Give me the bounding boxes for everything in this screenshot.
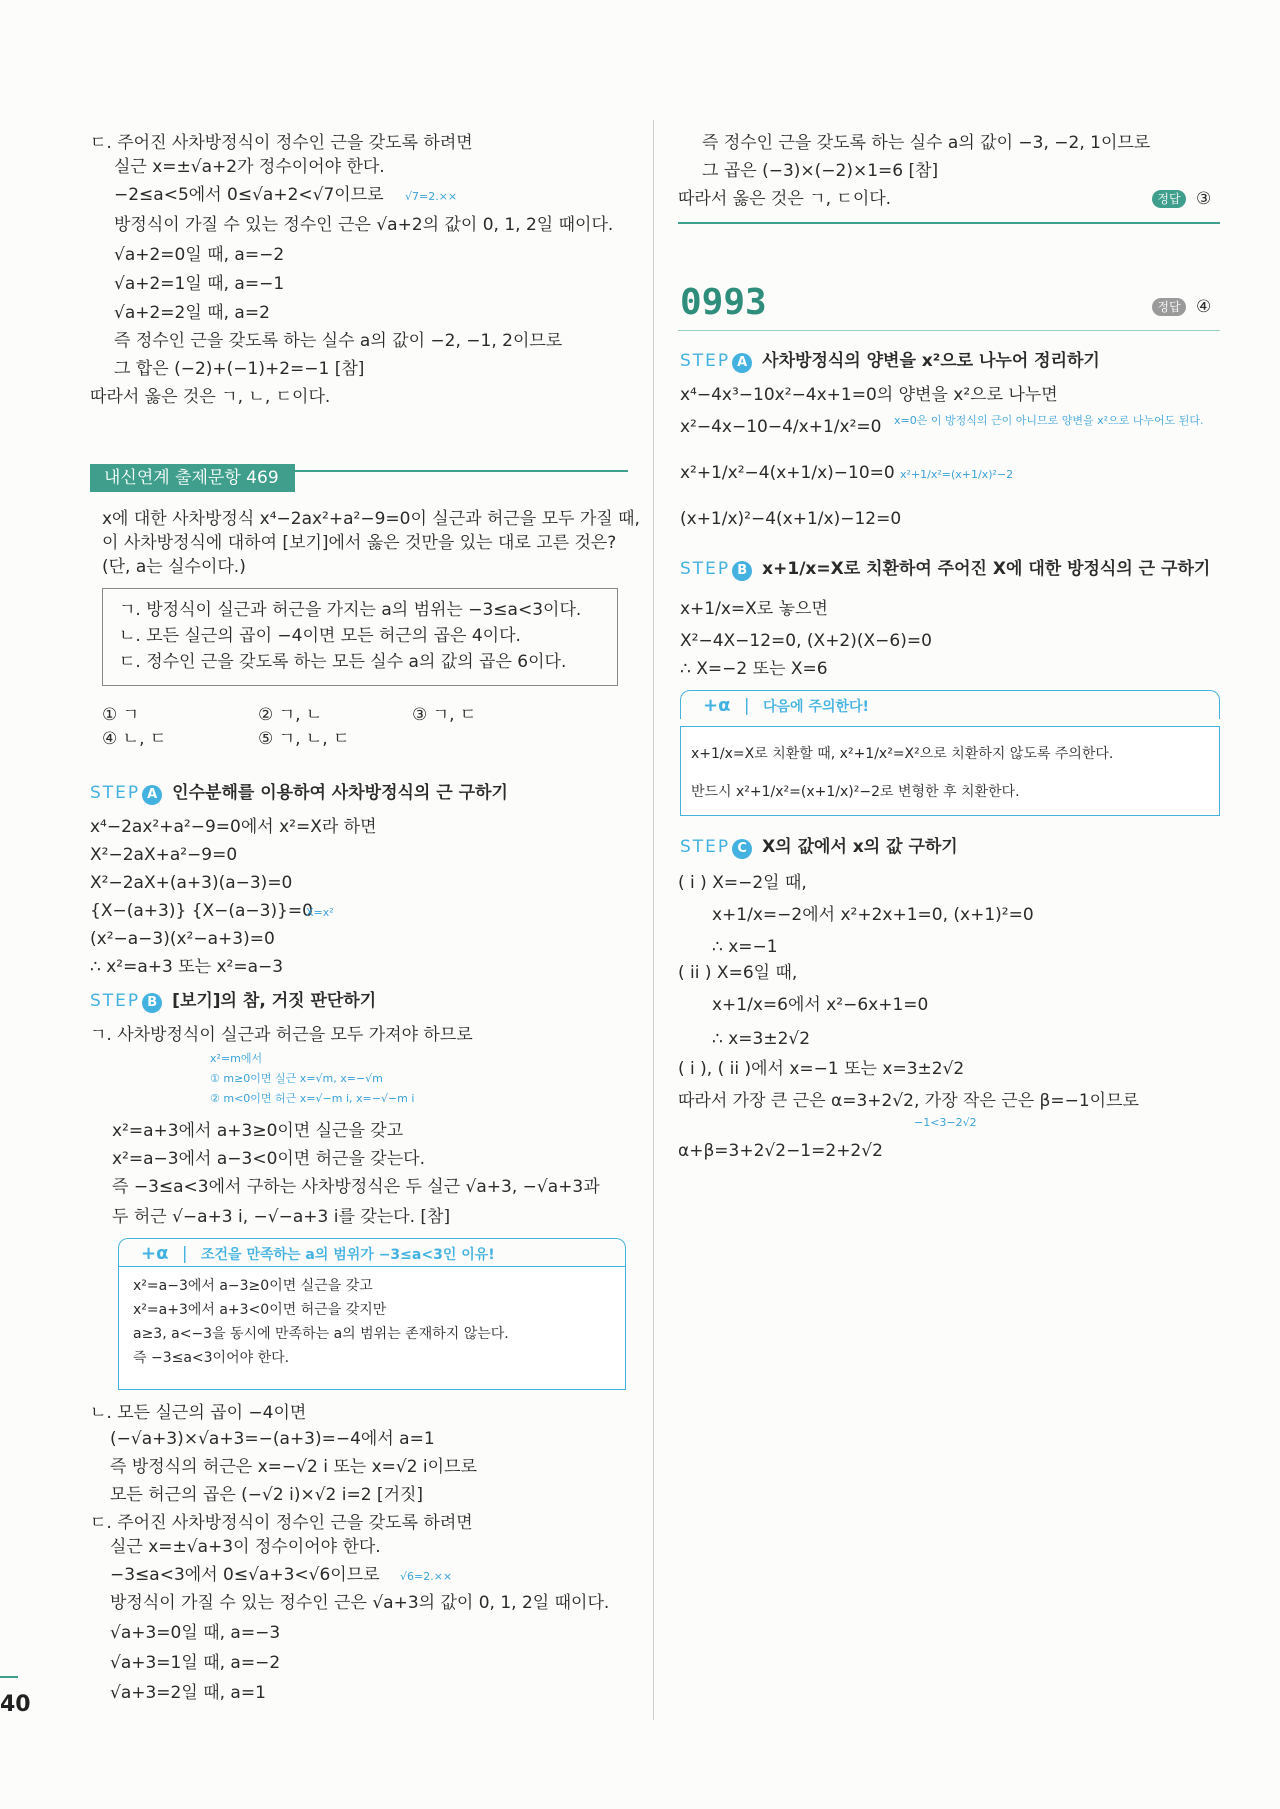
plus-alpha-icon: +α xyxy=(703,695,731,716)
math-line: X²−2aX+(a+3)(a−3)=0 xyxy=(90,873,293,893)
bogi-item: ㄷ. 정수인 근을 갖도록 하는 모든 실수 a의 값의 곱은 6이다. xyxy=(119,652,567,672)
text-line: 실근 x=±√a+2가 정수이어야 한다. xyxy=(114,157,385,177)
text-line: x²=a−3에서 a−3<0이면 허근을 갖는다. xyxy=(112,1149,425,1169)
margin-note: x²+1/x²=(x+1/x)²−2 xyxy=(900,468,1014,481)
answer-badge: 정답 xyxy=(1152,298,1186,316)
page-number: 40 xyxy=(0,1692,31,1717)
page-edge-mark xyxy=(0,1676,18,1678)
bogi-item: ㄱ. 방정식이 실근과 허근을 가지는 a의 범위는 −3≤a<3이다. xyxy=(119,600,582,620)
math-line: ( i ), ( ii )에서 x=−1 또는 x=3±2√2 xyxy=(678,1059,965,1079)
text-line: √a+3=0일 때, a=−3 xyxy=(110,1623,281,1643)
tip-header: +α | 조건을 만족하는 a의 범위가 −3≤a<3인 이유! xyxy=(118,1238,626,1267)
math-line: x²+1/x²−4(x+1/x)−10=0 xyxy=(680,463,895,483)
math-line: x⁴−4x³−10x²−4x+1=0의 양변을 x²으로 나누면 xyxy=(680,385,1058,405)
question-line: 이 사차방정식에 대하여 [보기]에서 옳은 것만을 있는 대로 고른 것은? xyxy=(102,533,617,553)
problem-number: 0993 xyxy=(680,282,767,323)
tip-header: +α | 다음에 주의한다! xyxy=(680,690,1220,719)
choice[interactable]: ② ㄱ, ㄴ xyxy=(258,705,323,725)
bogi-item: ㄴ. 모든 실근의 곱이 −4이면 모든 허근의 곱은 4이다. xyxy=(119,626,521,646)
math-line: X²−2aX+a²−9=0 xyxy=(90,845,238,865)
tip-line: x²=a−3에서 a−3≥0이면 실근을 갖고 xyxy=(133,1278,373,1294)
text-line: x²=a+3에서 a+3≥0이면 실근을 갖고 xyxy=(112,1121,404,1141)
text-line: 즉 정수인 근을 갖도록 하는 실수 a의 값이 −2, −1, 2이므로 xyxy=(114,331,563,351)
tip-line: a≥3, a<−3을 동시에 만족하는 a의 범위는 존재하지 않는다. xyxy=(133,1326,509,1342)
text-line: 모든 허근의 곱은 (−√2 i)×√2 i=2 [거짓] xyxy=(110,1485,424,1505)
math-line: ∴ x=−1 xyxy=(712,937,778,957)
linked-problem-banner xyxy=(90,464,628,494)
tip-line: x+1/x=X로 치환할 때, x²+1/x²=X²으로 치환하지 않도록 주의한다. xyxy=(691,746,1114,762)
section-rule xyxy=(678,222,1220,224)
math-line: x⁴−2ax²+a²−9=0에서 x²=X라 하면 xyxy=(90,817,377,837)
text-line: −3≤a<3에서 0≤√a+3<√6이므로 xyxy=(110,1565,380,1585)
section-rule xyxy=(678,330,1220,331)
math-line: ∴ x=3±2√2 xyxy=(712,1029,811,1049)
banner-label: 내신연계 출제문항 469 xyxy=(90,464,295,492)
text-line: 두 허근 √−a+3 i, −√−a+3 i를 갖는다. [참] xyxy=(112,1207,451,1227)
text-line: √a+3=1일 때, a=−2 xyxy=(110,1653,281,1673)
text-line: 실근 x=±√a+3이 정수이어야 한다. xyxy=(110,1537,381,1557)
step-a-heading: STEP A 인수분해를 이용하여 사차방정식의 근 구하기 xyxy=(90,783,508,803)
tip-line: x²=a+3에서 a+3<0이면 허근을 갖지만 xyxy=(133,1302,387,1318)
choice[interactable]: ⑤ ㄱ, ㄴ, ㄷ xyxy=(258,729,350,749)
math-line: (x²−a−3)(x²−a+3)=0 xyxy=(90,929,275,949)
step-b-heading: STEP B x+1/x=X로 치환하여 주어진 X에 대한 방정식의 근 구하기 xyxy=(680,559,1211,579)
margin-note: √7=2.×× xyxy=(405,190,458,203)
margin-note: ① m≥0이면 실근 x=√m, x=−√m xyxy=(210,1072,383,1085)
text-line: 따라서 옳은 것은 ㄱ, ㄴ, ㄷ이다. xyxy=(90,387,331,407)
text-line: 방정식이 가질 수 있는 정수인 근은 √a+2의 값이 0, 1, 2일 때이다. xyxy=(114,215,614,235)
text-line: 따라서 옳은 것은 ㄱ, ㄷ이다. xyxy=(678,189,892,209)
text-line: 그 합은 (−2)+(−1)+2=−1 [참] xyxy=(114,359,365,379)
question-line: (단, a는 실수이다.) xyxy=(102,557,246,577)
math-line: ( i ) X=−2일 때, xyxy=(678,873,807,893)
margin-note: X=x² xyxy=(306,906,334,919)
margin-note: √6=2.×× xyxy=(400,1570,453,1583)
text-line: −2≤a<5에서 0≤√a+2<√7이므로 xyxy=(114,185,384,205)
tip-box xyxy=(680,726,1220,816)
math-line: {X−(a+3)} {X−(a−3)}=0 xyxy=(90,901,313,921)
text-line: √a+3=2일 때, a=1 xyxy=(110,1683,266,1703)
text-line: ㄱ. 사차방정식이 실근과 허근을 모두 가져야 하므로 xyxy=(90,1025,473,1045)
math-line: x+1/x=−2에서 x²+2x+1=0, (x+1)²=0 xyxy=(712,905,1034,925)
text-line: 방정식이 가질 수 있는 정수인 근은 √a+3의 값이 0, 1, 2일 때이다. xyxy=(110,1593,610,1613)
answer-badge: 정답 xyxy=(1152,190,1186,208)
tip-line: 반드시 x²+1/x²=(x+1/x)²−2로 변형한 후 치환한다. xyxy=(691,784,1020,800)
text-line: ㄴ. 모든 실근의 곱이 −4이면 xyxy=(90,1403,307,1423)
math-line: ∴ x²=a+3 또는 x²=a−3 xyxy=(90,957,284,977)
text-line: ㄷ. 주어진 사차방정식이 정수인 근을 갖도록 하려면 xyxy=(90,133,473,153)
text-line: √a+2=1일 때, a=−1 xyxy=(114,274,285,294)
answer-value: ④ xyxy=(1196,297,1212,317)
math-line: α+β=3+2√2−1=2+2√2 xyxy=(678,1141,883,1161)
step-a-heading: STEP A 사차방정식의 양변을 x²으로 나누어 정리하기 xyxy=(680,351,1100,371)
text-line: (−√a+3)×√a+3=−(a+3)=−4에서 a=1 xyxy=(110,1429,435,1449)
tip-line: 즉 −3≤a<3이어야 한다. xyxy=(133,1350,290,1366)
answer-value: ③ xyxy=(1196,189,1212,209)
step-b-heading: STEP B [보기]의 참, 거짓 판단하기 xyxy=(90,991,377,1011)
margin-note: ② m<0이면 허근 x=√−m i, x=−√−m i xyxy=(210,1092,415,1105)
step-c-heading: STEP C X의 값에서 x의 값 구하기 xyxy=(680,837,958,857)
text-line: √a+2=0일 때, a=−2 xyxy=(114,245,285,265)
text-line: √a+2=2일 때, a=2 xyxy=(114,303,270,323)
math-line: X²−4X−12=0, (X+2)(X−6)=0 xyxy=(680,631,932,651)
question-line: x에 대한 사차방정식 x⁴−2ax²+a²−9=0이 실근과 허근을 모두 가질 때, xyxy=(102,509,640,529)
choice[interactable]: ④ ㄴ, ㄷ xyxy=(102,729,167,749)
math-line: ∴ X=−2 또는 X=6 xyxy=(680,659,828,679)
column-divider xyxy=(653,120,654,1720)
margin-note: x²=m에서 xyxy=(210,1052,263,1065)
text-line: 그 곱은 (−3)×(−2)×1=6 [참] xyxy=(702,161,939,181)
text-line: 즉 방정식의 허근은 x=−√2 i 또는 x=√2 i이므로 xyxy=(110,1457,477,1477)
margin-note: x=0은 이 방정식의 근이 아니므로 양변을 x²으로 나누어도 된다. xyxy=(894,414,1204,427)
choice[interactable]: ① ㄱ xyxy=(102,705,140,725)
math-line: x+1/x=X로 놓으면 xyxy=(680,599,828,619)
text-line: 즉 정수인 근을 갖도록 하는 실수 a의 값이 −3, −2, 1이므로 xyxy=(702,133,1151,153)
math-line: ( ii ) X=6일 때, xyxy=(678,963,798,983)
math-line: x+1/x=6에서 x²−6x+1=0 xyxy=(712,995,929,1015)
text-line: ㄷ. 주어진 사차방정식이 정수인 근을 갖도록 하려면 xyxy=(90,1513,473,1533)
math-line: 따라서 가장 큰 근은 α=3+2√2, 가장 작은 근은 β=−1이므로 xyxy=(678,1091,1139,1111)
text-line: 즉 −3≤a<3에서 구하는 사차방정식은 두 실근 √a+3, −√a+3과 xyxy=(112,1177,600,1197)
math-line: (x+1/x)²−4(x+1/x)−12=0 xyxy=(680,509,902,529)
choice[interactable]: ③ ㄱ, ㄷ xyxy=(412,705,477,725)
math-line: x²−4x−10−4/x+1/x²=0 xyxy=(680,417,882,437)
tip-box xyxy=(118,1266,626,1390)
bogi-box xyxy=(102,588,618,686)
plus-alpha-icon: +α xyxy=(141,1243,169,1264)
margin-note: −1<3−2√2 xyxy=(914,1116,977,1129)
